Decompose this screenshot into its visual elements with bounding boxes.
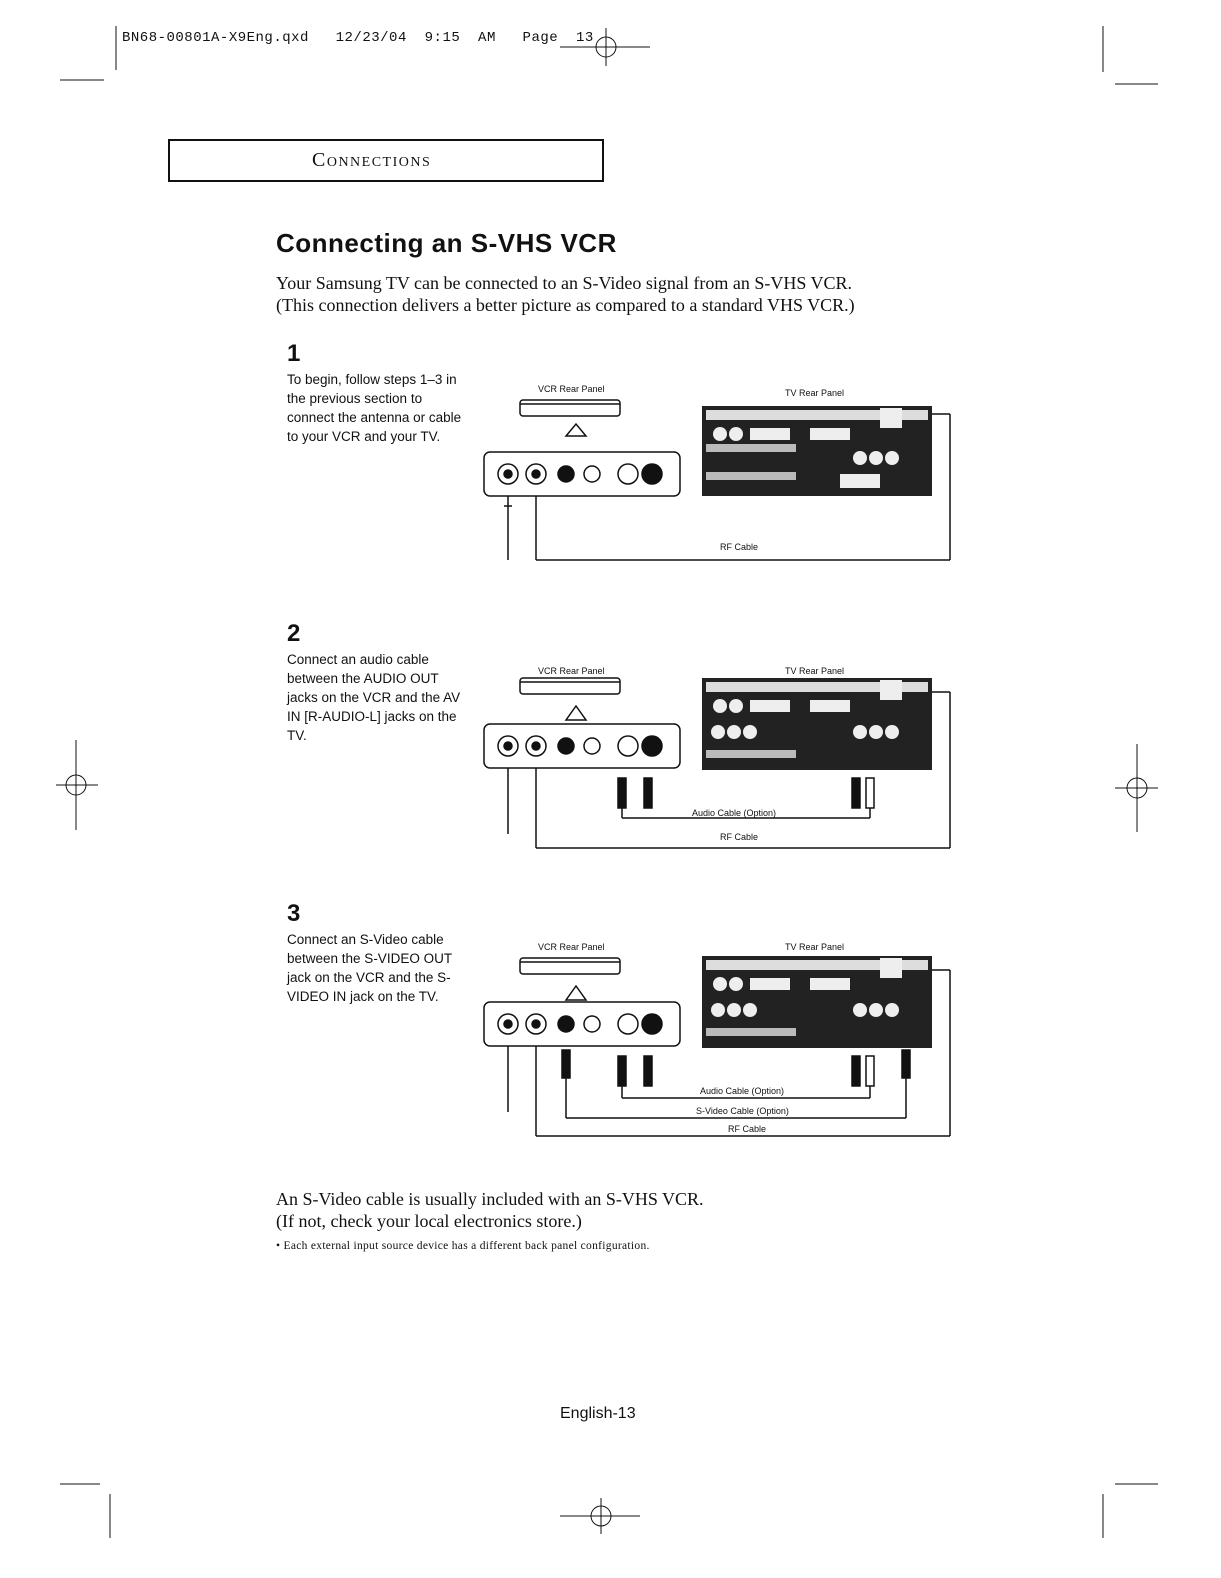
step-1-diagram: [480, 378, 960, 618]
step-3-svideo-label: S-Video Cable (Option): [696, 1106, 789, 1116]
step-3-audio-label: Audio Cable (Option): [700, 1086, 785, 1096]
section-header-box: [168, 139, 604, 182]
outro-line-2: (If not, check your local electronics store.): [276, 1211, 582, 1231]
step-1-diagram-drawing: [480, 378, 960, 568]
step-2-rf-label: RF Cable: [720, 832, 759, 842]
step-2-diagram: [480, 662, 960, 902]
step-1-tv-label: TV Rear Panel: [785, 388, 845, 398]
outro-line-1: An S-Video cable is usually included with an S-VHS VCR.: [276, 1189, 704, 1209]
step-3-rf-label: RF Cable: [728, 1124, 767, 1134]
step-1-number: 1: [287, 340, 301, 367]
step-2-diagram-drawing: [480, 662, 960, 852]
intro-line-2: (This connection delivers a better picture as compared to a standard VHS VCR.): [276, 295, 855, 315]
step-2-tv-label: TV Rear Panel: [785, 666, 845, 676]
step-3-vcr-label: VCR Rear Panel: [538, 942, 605, 952]
step-3-text: Connect an S-Video cable between the S-VIDEO OUT jack on the VCR and the S-VIDEO IN jack on the TV.: [287, 932, 452, 1004]
footnote: • Each external input source device has a different back panel configuration.: [276, 1240, 650, 1252]
step-3-tv-label: TV Rear Panel: [785, 942, 845, 952]
outro-paragraph: [276, 1188, 976, 1232]
step-2-text: Connect an audio cable between the AUDIO OUT jacks on the VCR and the AV IN [R-AUDIO-L] jacks on the TV.: [287, 652, 461, 743]
page-number: English-13: [560, 1405, 636, 1422]
page-title: Connecting an S-VHS VCR: [276, 228, 617, 258]
step-3-number: 3: [287, 900, 301, 927]
step-3-diagram: [480, 940, 960, 1180]
intro-paragraph: [276, 272, 956, 316]
step-1-vcr-label: VCR Rear Panel: [538, 384, 605, 394]
step-2-number: 2: [287, 620, 301, 647]
file-slug: BN68-00801A-X9Eng.qxd 12/23/04 9:15 AM Page 13: [122, 30, 594, 46]
step-2-vcr-label: VCR Rear Panel: [538, 666, 605, 676]
step-1-rf-label: RF Cable: [720, 542, 759, 552]
step-2-audio-label: Audio Cable (Option): [692, 808, 777, 818]
step-1-text: To begin, follow steps 1–3 in the previous section to connect the antenna or cable to your VCR and your TV.: [287, 372, 462, 444]
intro-line-1: Your Samsung TV can be connected to an S-Video signal from an S-VHS VCR.: [276, 273, 853, 293]
section-title: Connections: [312, 149, 432, 171]
